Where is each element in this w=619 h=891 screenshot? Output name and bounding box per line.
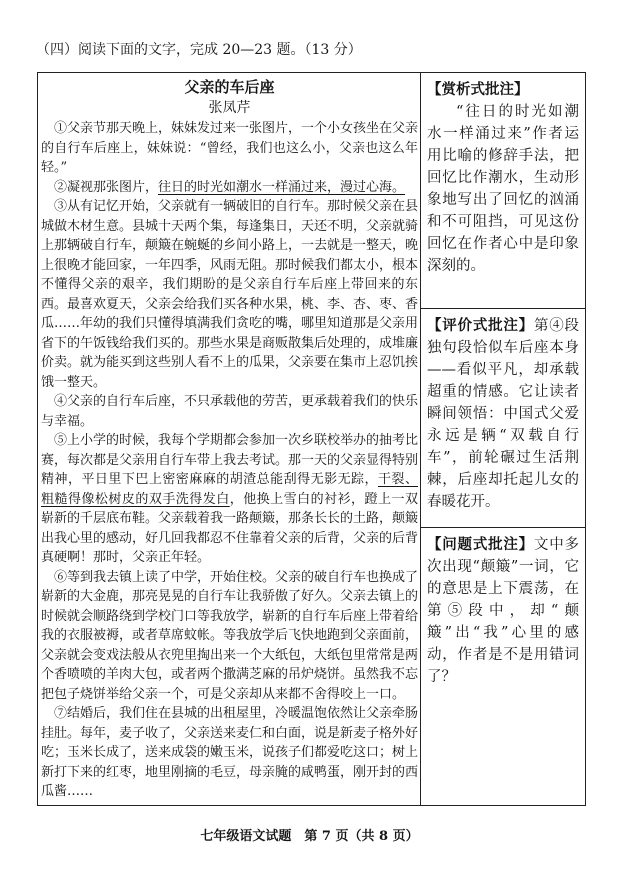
annotation-text: 文中多次出现“颠簸”一词，它的意思是上下震荡，在第⑤段中，却“颠簸”出“我”心里的感动，作者是不是用错词了？ (427, 537, 580, 685)
paragraph-6 (41, 568, 418, 705)
question-instruction: （四）阅读下面的文字，完成 20—23 题。（13 分） (36, 42, 362, 58)
paragraph-text: ④父亲的自行车后座，不只承载他的劳苦，更承载着我们的快乐与幸福。 (41, 394, 418, 429)
annotation-label: 【评价式批注】 (427, 317, 534, 334)
annotation-question (421, 528, 585, 805)
article-column (38, 73, 421, 805)
reading-table (37, 72, 586, 806)
paragraph-2 (41, 178, 418, 198)
article-body (41, 119, 418, 801)
annotation-label: 【问题式批注】 (427, 536, 534, 553)
annotation-evaluation (421, 309, 585, 528)
paragraph-text: ⑤上小学的时候，我每个学期都会参加一次乡联校举办的抽考比赛，每次都是父亲用自行车带上我去考试。那一天的父亲显得特别精神，平日里下巴上密密麻麻的胡渣总能刮得无影无踪， (41, 433, 418, 487)
paragraph-text: ⑥等到我去镇上读了中学，开始住校。父亲的破自行车也换成了崭新的大金鹿，那亮晃晃的自行车让我骄傲了好久。父亲去镇上的时候就会顺路绕到学校门口等我放学，崭新的自行车后座上带着给我的衣服被褥，或者草席蚊帐。等我放学后飞快地跑到父亲面前，父亲就会变戏法般从衣兜里掏出来一个大纸包，大纸包里常常是两个香喷喷的羊肉大包，或者两个撒满芝麻的吊炉烧饼。虽然我不忘把包子烧饼举给父亲一个，可是父亲却从来都不舍得咬上一口。 (41, 569, 418, 702)
paragraph-text: ②凝视那张图片， (54, 179, 159, 195)
paragraph-4 (41, 392, 418, 431)
paragraph-text-after: ，他换上雪白的衬衫，蹬上一双崭新的千层底布鞋。父亲载着我一路颠簸，那条长长的土路，颠簸出我心里的感动，好几回我都忍不住靠着父亲的后背，父亲的后背真硬啊！那时，父亲正年轻。 (41, 491, 418, 565)
paragraph-7 (41, 704, 418, 801)
page-footer: 七年级语文试题 第 7 页（共 8 页） (200, 829, 419, 844)
annotation-label: 【赏析式批注】 (427, 81, 529, 98)
paragraph-3 (41, 197, 418, 392)
underlined-sentence: 往日的时光如潮水一样涌过来，漫过心海。 (158, 179, 406, 195)
article-title: 父亲的车后座 (184, 78, 275, 96)
paragraph-text: ⑦结婚后，我们住在县城的出租屋里，冷暖温饱依然让父亲牵肠挂肚。每年，麦子收了，父亲送来麦仁和白面，说是新麦子格外好吃；玉米长成了，送来成袋的嫩玉米，说孩子们都爱吃这口；树上新打下来的红枣，地里刚摘的毛豆，母亲腌的咸鸭蛋，刚开封的西瓜酱…… (41, 706, 418, 799)
paragraph-text: ③从有记忆开始，父亲就有一辆破旧的自行车。那时候父亲在县城做木材生意。县城十天两个集，每逢集日，天还不明，父亲就骑上那辆破自行车，颠簸在蜿蜒的乡间小路上，一去就是一整天，晚上很晚才能回家，一年四季，风雨无阻。那时候我们都太小，根本不懂得父亲的艰辛，我们期盼的是父亲自行车后座上带回来的东西。最喜欢夏天，父亲会给我们买各种水果，桃、李、杏、枣、香瓜……年幼的我们只懂得填满我们贪吃的嘴，哪里知道那是父亲用省下的午饭钱给我们买的。那些水果是商贩散集后处理的，成堆廉价卖。就为能买到这些别人看不上的瓜果，父亲要在集市上忍饥挨饿一整天。 (41, 199, 418, 390)
annotation-text: 第④段独句段恰似车后座本身——看似平凡，却承载超重的情感。它让读者瞬间领悟：中国式父爱永远是辆“双载自行车”，前轮碾过生活荆棘，后座却托起儿女的春暖花开。 (427, 318, 580, 510)
annotation-appreciation (421, 73, 585, 309)
underlined-sentence: 干裂、粗糙得像松树皮的双手洗得发白 (41, 472, 418, 507)
annotation-text: “往日的时光如潮水一样涌过来”作者运用比喻的修辞手法，把回忆比作潮水，生动形象地写出了回忆的汹涌和不可阻挡，可见这份回忆在作者心中是印象深刻的。 (427, 104, 579, 274)
paragraph-1 (41, 119, 418, 178)
paragraph-text: ①父亲节那天晚上，妹妹发过来一张图片，一个小女孩坐在父亲的自行车后座上，妹妹说：“曾经，我们也这么小，父亲也这么年轻。” (41, 121, 418, 175)
annotation-column (421, 73, 585, 805)
article-author: 张凤芹 (208, 100, 251, 116)
paragraph-5 (41, 431, 418, 568)
